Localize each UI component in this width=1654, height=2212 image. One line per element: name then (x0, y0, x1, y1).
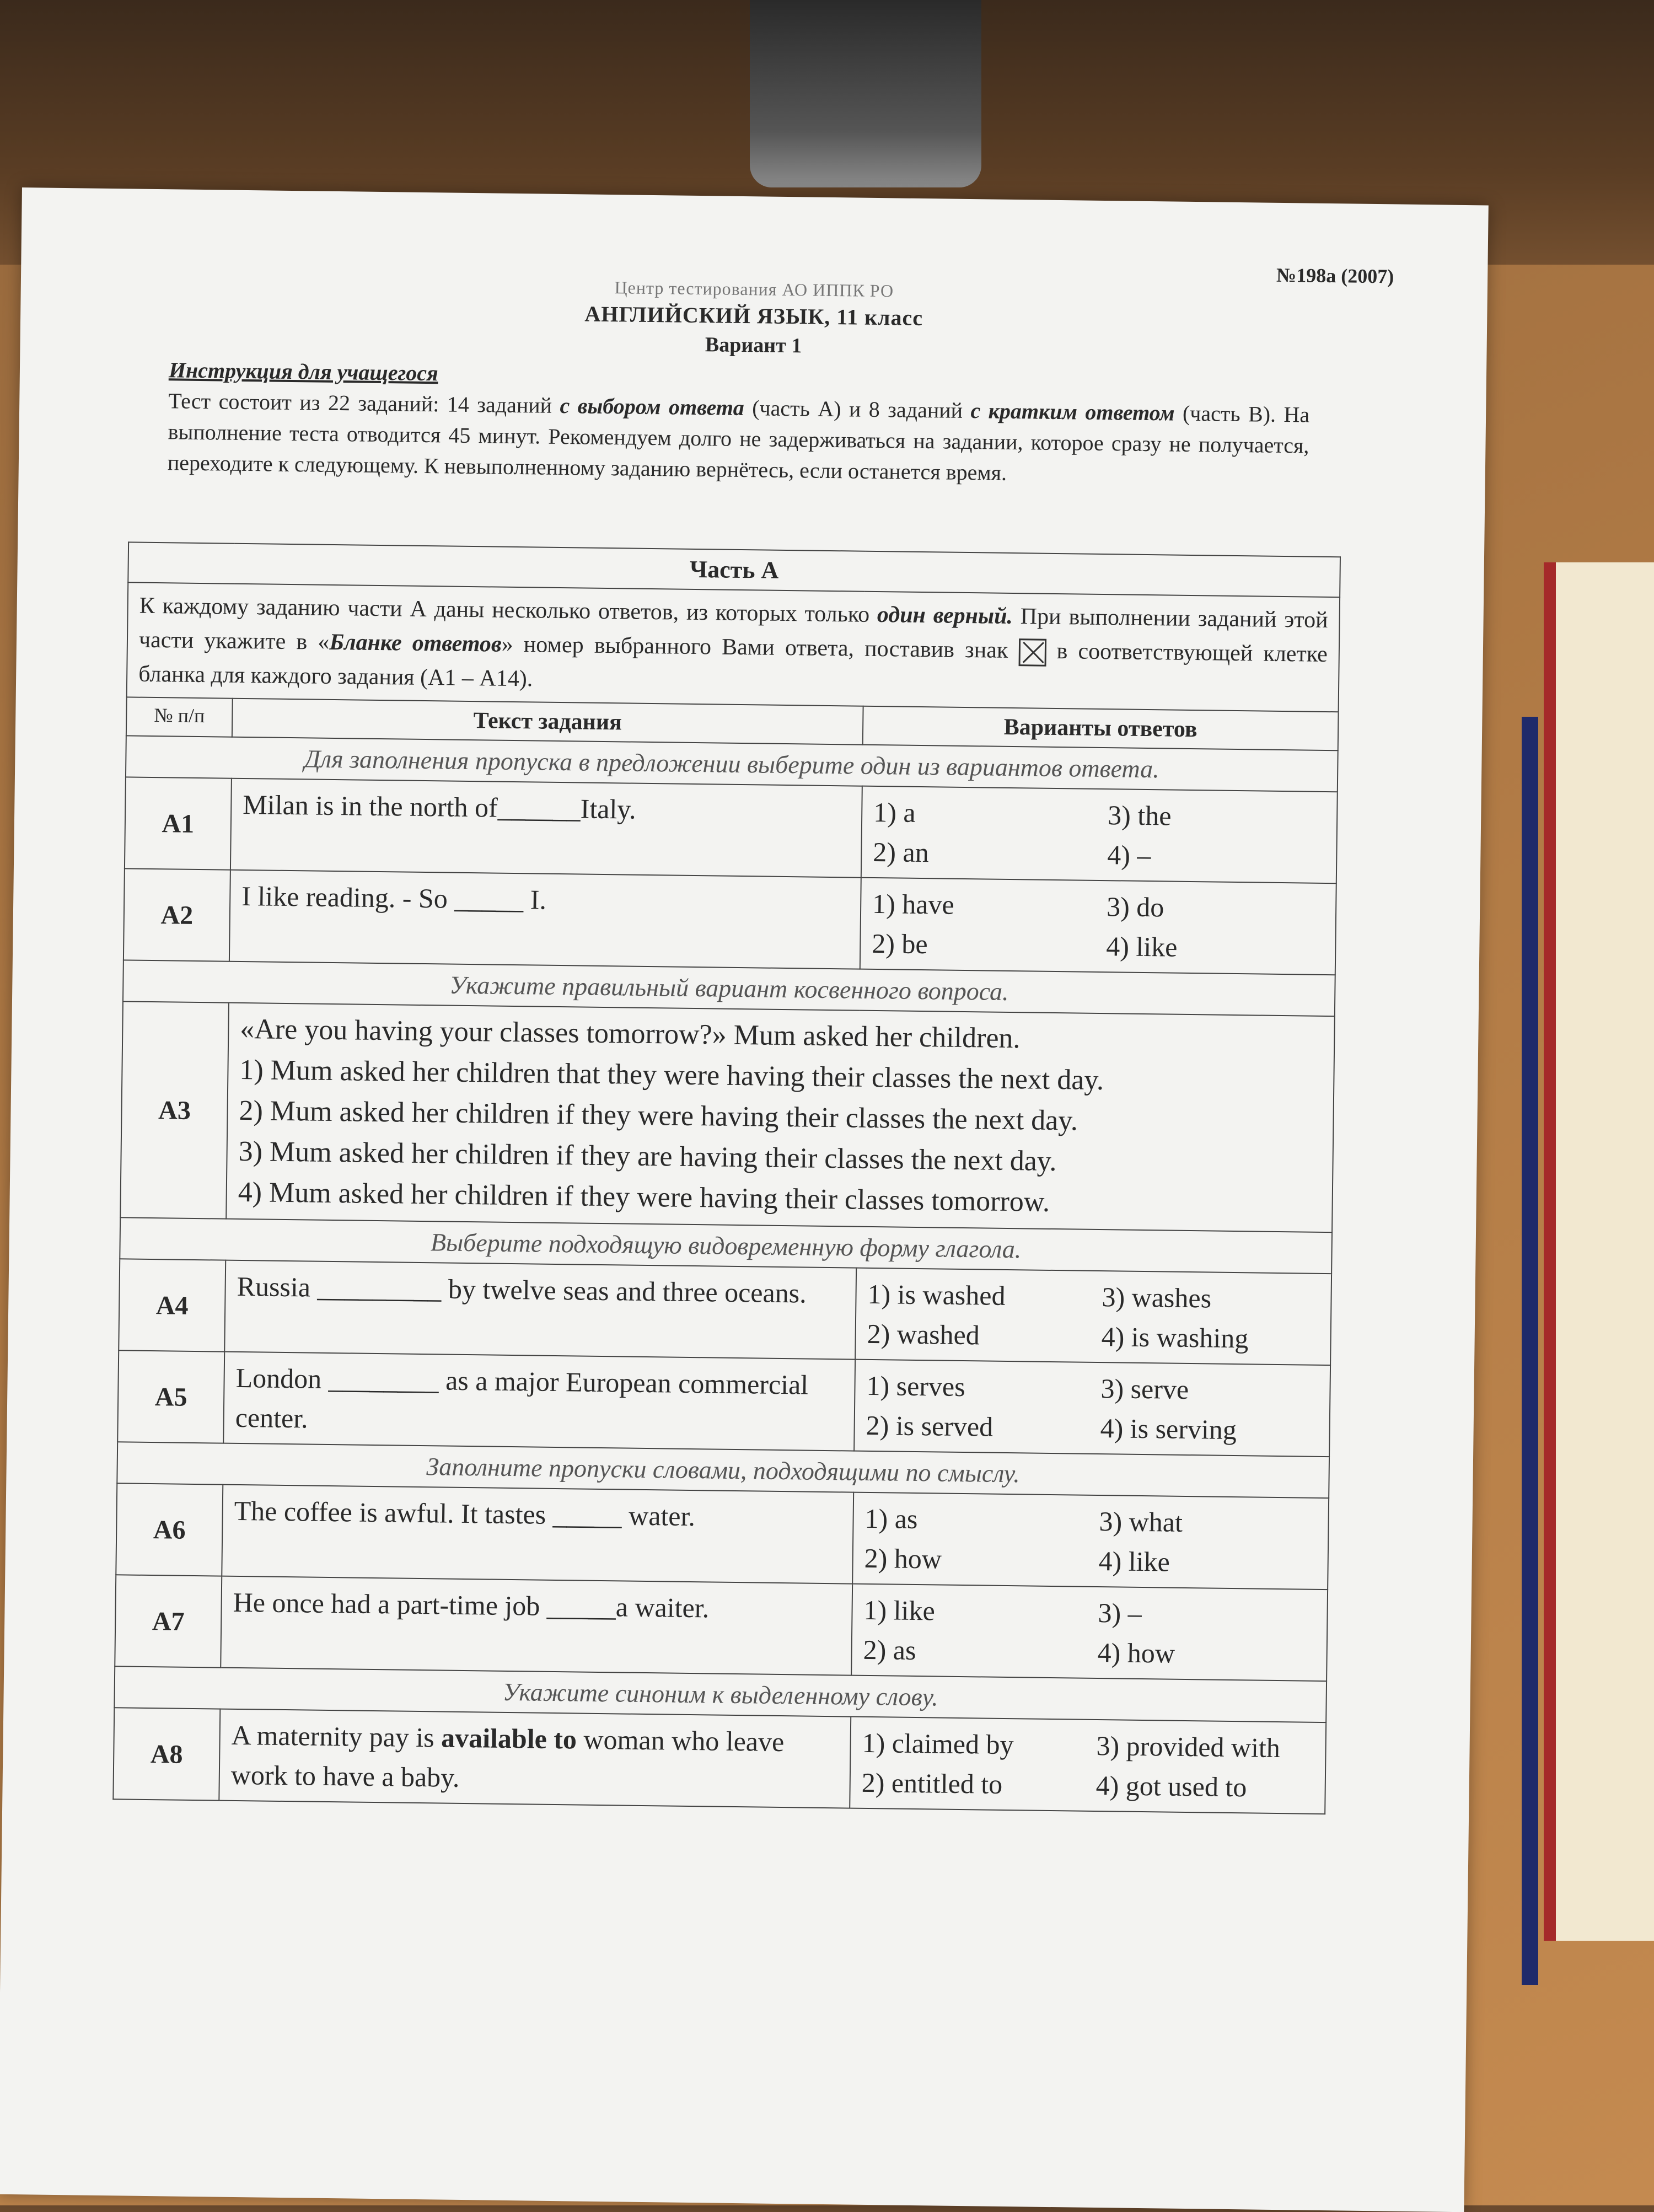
desc-em-1: один верный. (877, 602, 1013, 630)
question-number: А2 (123, 868, 230, 961)
question-number: А3 (120, 1001, 229, 1218)
section-verb-form: Выберите подходящую видовременную форму глагола. (120, 1217, 1332, 1274)
variant-label: Вариант 1 (705, 333, 802, 358)
section-fill-words: Заполните пропуски словами, подходящими по смыслу. (117, 1442, 1329, 1498)
answer-options (851, 1584, 1328, 1682)
option-3: 3) washes (1102, 1281, 1212, 1314)
section-indirect-question: Укажите правильный вариант косвенного вопроса. (123, 960, 1335, 1016)
question-a5 (117, 1350, 1330, 1457)
question-a3 (120, 1001, 1335, 1232)
question-number: А6 (116, 1483, 223, 1576)
option-3: 3) – (1098, 1597, 1142, 1629)
question-number: А5 (117, 1350, 224, 1443)
option-2: 2) entitled to (861, 1767, 1003, 1800)
option-2: 2) washed (867, 1318, 980, 1351)
option-4: 4) is serving (1100, 1413, 1237, 1446)
question-text: Milan is in the north of______Italy. (230, 779, 862, 878)
option-3: 3) do (1106, 891, 1164, 923)
question-number: А4 (119, 1259, 225, 1351)
column-task-text: Текст задания (232, 699, 863, 745)
option-1: 1) have (872, 888, 955, 920)
option-2: 2) as (863, 1634, 916, 1666)
question-number: А1 (125, 777, 232, 869)
answer-options (855, 1268, 1331, 1366)
test-title: АНГЛИЙСКИЙ ЯЗЫК, 11 класс (584, 301, 923, 330)
part-a-title: Часть А (128, 542, 1340, 597)
option-4: 4) Mum asked her children if they were having their classes tomorrow. (238, 1176, 1050, 1218)
question-text: I like reading. - So _____ I. (229, 870, 861, 969)
option-1: 1) like (863, 1594, 936, 1626)
question-a3-body (226, 1003, 1335, 1232)
answer-options (860, 878, 1336, 975)
question-a1 (125, 777, 1338, 883)
header (20, 270, 1487, 366)
desc-1: К каждому заданию части А даны несколько ответов, из которых только (139, 593, 878, 628)
desc-em-2: Бланке ответов (329, 629, 502, 657)
option-2: 2) an (873, 836, 930, 868)
document-number: №198а (2007) (1276, 264, 1394, 288)
option-1: 1) as (864, 1502, 918, 1535)
part-a-description (127, 582, 1340, 712)
answer-options (854, 1360, 1330, 1457)
question-text: London ________ as a major European commercial center. (223, 1352, 855, 1451)
book-spine (1522, 717, 1538, 1985)
question-a4 (119, 1259, 1331, 1365)
question-number: А7 (115, 1575, 222, 1667)
option-3: 3) serve (1100, 1373, 1189, 1405)
text-post: woman who leave work to have a baby. (230, 1724, 785, 1793)
desc-2: При выполнении заданий этой части укажите в « (138, 604, 1328, 655)
question-a8 (113, 1708, 1326, 1814)
answer-options (861, 786, 1338, 884)
question-a6 (116, 1483, 1329, 1590)
book (1544, 562, 1654, 1941)
option-4: 4) is washing (1101, 1321, 1249, 1354)
option-2: 2) Mum asked her children if they were having their classes the next day. (239, 1094, 1078, 1137)
eraser-object (750, 0, 981, 187)
option-4: 4) like (1098, 1545, 1170, 1577)
test-sheet (0, 187, 1489, 2212)
instructions-title: Инструкция для учащегося (168, 357, 438, 386)
text-pre: A maternity pay is (231, 1719, 442, 1753)
option-3: 3) provided with (1096, 1730, 1281, 1764)
option-4: 4) – (1107, 839, 1151, 871)
answer-options (850, 1717, 1326, 1814)
instructions-text (168, 385, 1310, 492)
section-fill-gap: Для заполнения пропуска в предложении выберите один из вариантов ответа. (126, 735, 1338, 792)
question-a2 (123, 868, 1336, 975)
option-1: 1) claimed by (862, 1727, 1014, 1760)
option-1: 1) is washed (867, 1278, 1006, 1311)
option-3: 3) the (1107, 799, 1172, 831)
question-text: The coffee is awful. It tastes _____ water. (222, 1485, 853, 1584)
option-1: 1) Mum asked her children that they were having their classes the next day. (239, 1054, 1104, 1097)
highlighted-word: available to (441, 1722, 577, 1755)
option-3: 3) what (1099, 1506, 1183, 1538)
instr-em-2: с кратким ответом (970, 398, 1175, 426)
option-4: 4) got used to (1095, 1770, 1247, 1803)
option-2: 2) be (872, 927, 928, 960)
answer-options (852, 1492, 1329, 1590)
column-number: № п/п (126, 697, 233, 737)
column-answers: Варианты ответов (863, 706, 1339, 751)
instr-part-1: Тест состоит из 22 заданий: 14 заданий (168, 388, 560, 418)
part-a-table (112, 541, 1341, 1814)
option-4: 4) like (1105, 931, 1178, 963)
section-synonym: Укажите синоним к выделенному слову. (114, 1666, 1327, 1722)
instr-part-3: (часть В). На выполнение теста отводится 45 минут. Рекомендуем долго не задерживаться на задании, которое сразу не получается, переходите к следующему. К невыполненному заданию вернётесь, если останется время. (167, 400, 1310, 485)
option-3: 3) Mum asked her children if they are having their classes the next day. (238, 1135, 1057, 1178)
testing-center: Центр тестирования АО ИППК РО (614, 277, 894, 301)
instructions (168, 355, 1311, 492)
question-text: «Are you having your classes tomorrow?» Mum asked her children. (240, 1013, 1021, 1055)
instr-part-2: (часть А) и 8 заданий (744, 395, 971, 423)
question-text: Russia _________ by twelve seas and three oceans. (224, 1260, 856, 1360)
instr-em-1: с выбором ответа (560, 393, 745, 421)
option-1: 1) serves (866, 1370, 966, 1403)
question-a7 (115, 1575, 1328, 1681)
desc-3: » номер выбранного Вами ответа, поставив знак (501, 631, 1019, 664)
checkbox-x-icon (1018, 639, 1046, 667)
question-text: He once had a part-time job _____a waiter. (221, 1576, 852, 1676)
question-text (219, 1709, 851, 1808)
option-2: 2) how (864, 1542, 942, 1575)
desc-4: в соответствующей клетке бланка для каждого задания (А1 – А14). (138, 638, 1328, 692)
question-number: А8 (113, 1708, 220, 1800)
option-1: 1) a (873, 796, 916, 828)
option-2: 2) is served (866, 1409, 994, 1442)
option-4: 4) how (1097, 1637, 1175, 1669)
